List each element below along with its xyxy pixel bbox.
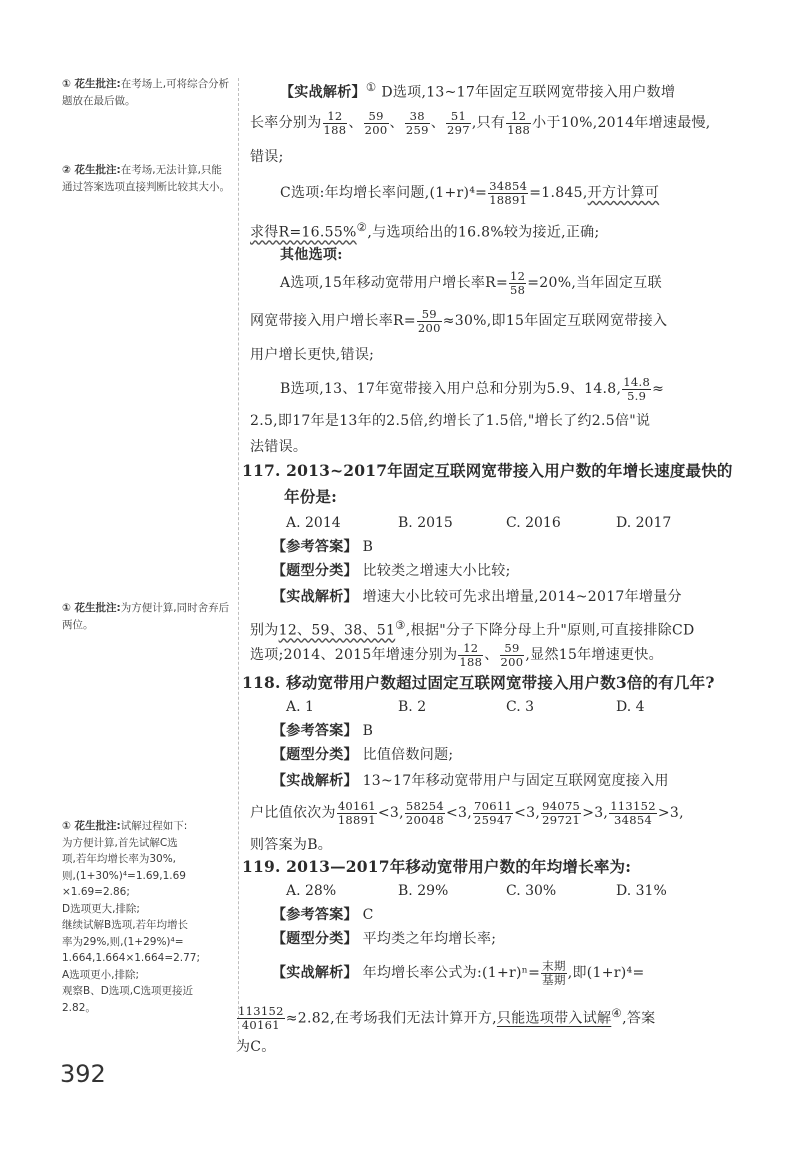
- analysis-line: 别为12、59、38、51③,根据"分子下降分母上升"原则,可直接排除CD: [250, 618, 695, 639]
- fraction: $\frac{\text{末期}}{\text{基期}}$: [542, 958, 566, 987]
- analysis-line: 【实战解析】 年均增长率公式为:(1+r)ⁿ= $\frac{\text{末期}}{\text{基期}}$ ,即(1+r)⁴=: [272, 958, 645, 987]
- option-a: A. 28%: [286, 883, 337, 899]
- note-label: ① 花生批注:: [62, 602, 121, 614]
- fraction: $\frac{12}{188}$: [459, 640, 483, 669]
- note-text: 为方便计算,同时舍弃后两位。: [62, 602, 230, 631]
- note-line: 为方便计算,首先试解C选: [62, 836, 178, 849]
- page-number: 392: [60, 1060, 106, 1088]
- question-117-title-cont: 年份是:: [284, 487, 338, 506]
- analysis-line: 为C。: [236, 1039, 276, 1055]
- note-line: 继续试解B选项,若年均增长: [62, 919, 189, 931]
- question-117-title: 117. 2013~2017年固定互联网宽带接入用户数的年增长速度最快的: [242, 461, 733, 480]
- answer-line: 【参考答案】 B: [272, 723, 374, 739]
- note-text: 在考场上,可将综合分析题放在最后做。: [62, 78, 230, 107]
- fraction: $\frac{70611}{25947}$: [474, 798, 513, 827]
- margin-divider: [238, 78, 239, 1044]
- fraction: $\frac{34854}{18891}$: [489, 178, 528, 207]
- fraction: $\frac{12}{58}$: [510, 268, 526, 297]
- type-line: 【题型分类】 比值倍数问题;: [272, 747, 454, 763]
- text-line: 错误;: [250, 149, 284, 165]
- main-column: [236, 0, 750, 1154]
- note-label: ① 花生批注:: [62, 78, 121, 90]
- option-b: B. 2: [398, 699, 427, 715]
- fraction: $\frac{59}{200}$: [417, 306, 441, 335]
- analysis-line: 【实战解析】 增速大小比较可先求出增量,2014~2017年增量分: [272, 589, 682, 605]
- note-line: 率为29%,则,(1+29%)⁴=: [62, 935, 184, 948]
- fraction: $\frac{51}{297}$: [447, 108, 470, 137]
- type-line: 【题型分类】 平均类之年均增长率;: [272, 931, 497, 947]
- text-line: 网宽带接入用户增长率R= $\frac{59}{200}$ ≈30%,即15年固定互联网宽带接入: [250, 306, 668, 335]
- option-d: D. 4: [616, 699, 645, 715]
- option-b: B. 2015: [398, 515, 453, 531]
- analysis-line: 户比值依次为 $\frac{40161}{18891}$ <3, $\frac{58254}{20048}$ <3, $\frac{70611}{25947}$ <3, $\frac{94075}{29721}$ >3, $\frac{113152}{34854}$ >3,: [250, 798, 684, 827]
- answer-line: 【参考答案】 B: [272, 539, 374, 555]
- margin-note-3: [62, 600, 230, 634]
- margin-note-1: [62, 76, 230, 110]
- note-line: 2.82。: [62, 1001, 96, 1014]
- note-line: 观察B、D选项,C选项更接近: [62, 985, 193, 997]
- margin-note-2: [62, 162, 230, 196]
- note-label: ① 花生批注:: [62, 820, 121, 832]
- fraction: $\frac{113152}{40161}$: [238, 1004, 284, 1033]
- text-line: 【实战解析】① D选项,13~17年固定互联网宽带接入用户数增: [280, 80, 676, 101]
- fraction: $\frac{59}{200}$: [364, 108, 388, 137]
- question-118-title: 118. 移动宽带用户数超过固定互联网宽带接入用户数3倍的有几年?: [242, 673, 715, 692]
- answer-line: 【参考答案】 C: [272, 907, 374, 923]
- option-d: D. 2017: [616, 515, 672, 531]
- note-line: 则,(1+30%)⁴=1.69,1.69: [62, 869, 186, 882]
- option-c: C. 3: [506, 699, 535, 715]
- option-a: A. 1: [286, 699, 314, 715]
- margin-note-4: [62, 818, 230, 1016]
- note-line: D选项更大,排除;: [62, 902, 140, 915]
- text-line: 2.5,即17年是13年的2.5倍,约增长了1.5倍,"增长了约2.5倍"说: [250, 413, 651, 429]
- note-line: 试解过程如下:: [120, 820, 188, 832]
- option-b: B. 29%: [398, 883, 449, 899]
- text-line: 法错误。: [250, 439, 308, 455]
- note-text: 在考场,无法计算,只能通过答案选项直接判断比较其大小。: [62, 164, 230, 193]
- fraction: $\frac{40161}{18891}$: [337, 798, 376, 827]
- note-line: 1.664,1.664×1.664=2.77;: [62, 952, 201, 964]
- text-line: A选项,15年移动宽带用户增长率R= $\frac{12}{58}$ =20%,当年固定互联: [280, 268, 662, 297]
- type-line: 【题型分类】 比较类之增速大小比较;: [272, 563, 511, 579]
- text-line: B选项,13、17年宽带接入用户总和分别为5.9、14.8, $\frac{14.8}{5.9}$ ≈: [280, 374, 665, 403]
- text-line: C选项:年均增长率问题,(1+r)⁴= $\frac{34854}{18891}$ =1.845,开方计算可: [280, 178, 660, 207]
- section-heading: 其他选项:: [280, 247, 343, 263]
- text-line: 用户增长更快,错误;: [250, 347, 375, 363]
- fraction: $\frac{38}{259}$: [405, 108, 429, 137]
- fraction: $\frac{58254}{20048}$: [405, 798, 444, 827]
- fraction: $\frac{113152}{34854}$: [610, 798, 656, 827]
- note-line: A选项更小,排除;: [62, 968, 140, 981]
- analysis-line: 【实战解析】 13~17年移动宽带用户与固定互联网宽度接入用: [272, 773, 669, 789]
- analysis-line: 选项;2014、2015年增速分别为 $\frac{12}{188}$ 、 $\frac{59}{200}$ ,显然15年增速更快。: [250, 640, 663, 669]
- fraction: $\frac{94075}{29721}$: [542, 798, 581, 827]
- fraction: $\frac{12}{188}$: [507, 108, 531, 137]
- option-c: C. 2016: [506, 515, 561, 531]
- analysis-line: $\frac{113152}{40161}$ ≈2.82,在考场我们无法计算开方,只能选项带入试解④,答案: [238, 1004, 656, 1033]
- option-c: C. 30%: [506, 883, 557, 899]
- question-119-title: 119. 2013—2017年移动宽带用户数的年均增长率为:: [242, 857, 632, 876]
- fraction: $\frac{59}{200}$: [500, 640, 524, 669]
- fraction: $\frac{12}{188}$: [323, 108, 347, 137]
- note-line: ×1.69=2.86;: [62, 886, 130, 898]
- text-line: 长率分别为 $\frac{12}{188}$ 、 $\frac{59}{200}$ 、 $\frac{38}{259}$ 、 $\frac{51}{297}$ ,只有 $\frac{12}{188}$ 小于10%,2014年增速最慢,: [250, 108, 711, 137]
- note-label: ② 花生批注:: [62, 164, 121, 176]
- option-a: A. 2014: [286, 515, 341, 531]
- note-line: 项,若年均增长率为30%,: [62, 853, 177, 865]
- analysis-line: 则答案为B。: [250, 837, 333, 853]
- text-line: 求得R=16.55%②,与选项给出的16.8%较为接近,正确;: [250, 220, 600, 241]
- option-d: D. 31%: [616, 883, 667, 899]
- fraction: $\frac{14.8}{5.9}$: [623, 374, 651, 403]
